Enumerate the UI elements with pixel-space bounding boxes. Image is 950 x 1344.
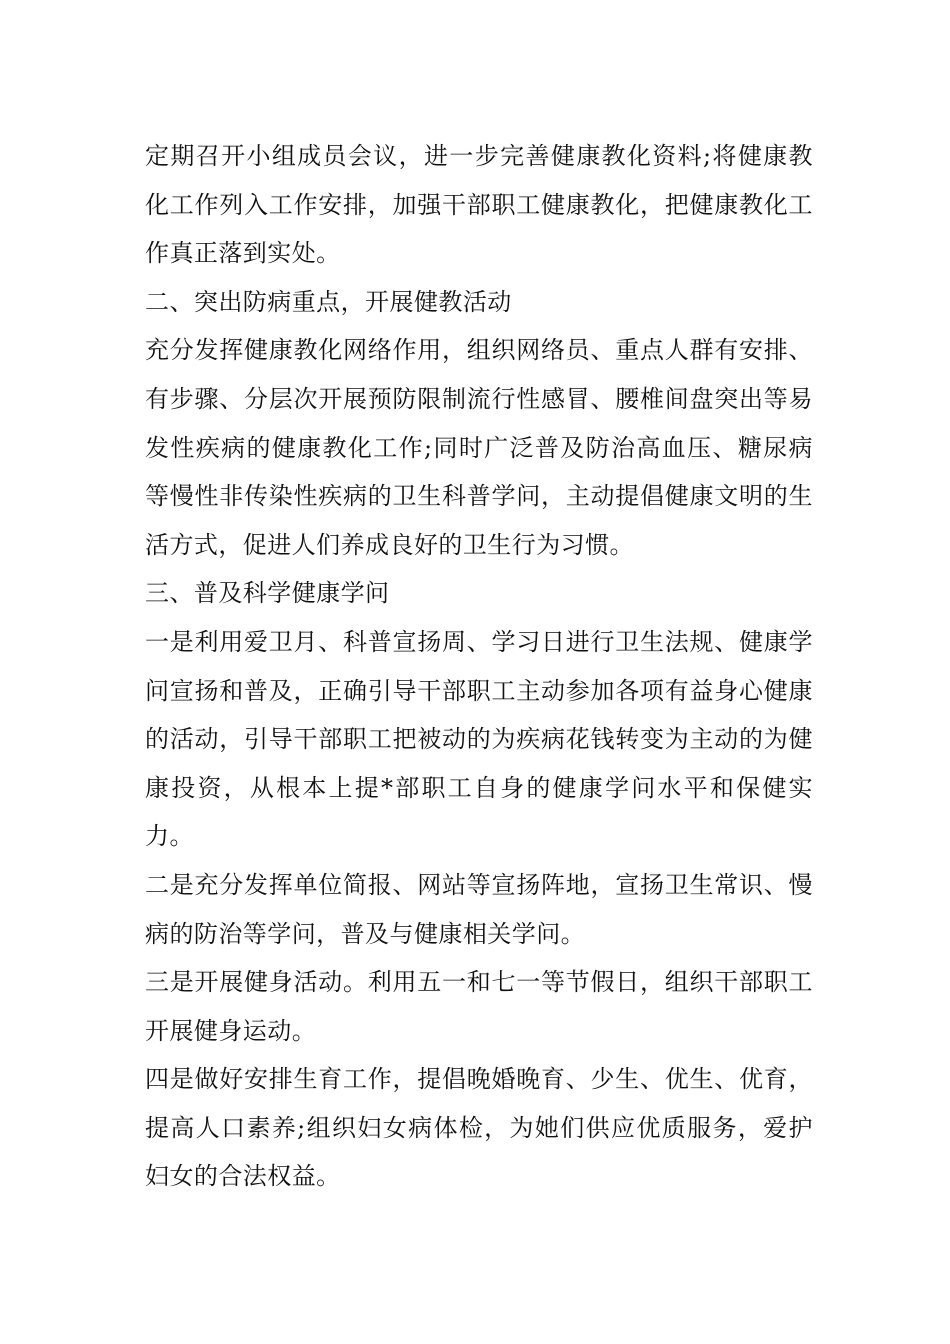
- section-heading-2: 二、突出防病重点，开展健教活动: [145, 287, 512, 316]
- paragraph-item-2: 二是充分发挥单位简报、网站等宣扬阵地，宣扬卫生常识、慢病的防治等学问，普及与健康相关学问。: [145, 870, 813, 948]
- paragraph-item-4: 四是做好安排生育工作，提倡晚婚晚育、少生、优生、优育，提高人口素养;组织妇女病体检，为她们供应优质服务，爱护妇女的合法权益。: [145, 1065, 813, 1191]
- paragraph-meeting: 定期召开小组成员会议，进一步完善健康教化资料;将健康教化工作列入工作安排，加强干部职工健康教化，把健康教化工作真正落到实处。: [145, 142, 813, 268]
- section-heading-3: 三、普及科学健康学问: [145, 579, 390, 608]
- paragraph-item-3: 三是开展健身活动。利用五一和七一等节假日，组织干部职工开展健身运动。: [145, 968, 813, 1045]
- paragraph-network: 充分发挥健康教化网络作用，组织网络员、重点人群有安排、有步骤、分层次开展预防限制流行性感冒、腰椎间盘突出等易发性疾病的健康教化工作;同时广泛普及防治高血压、糖尿病等慢性非传染性疾病的卫生科普学问，主动提倡健康文明的生活方式，促进人们养成良好的卫生行为习惯。: [145, 336, 813, 559]
- paragraph-item-1: 一是利用爱卫月、科普宣扬周、学习日进行卫生法规、健康学问宣扬和普及，正确引导干部职工主动参加各项有益身心健康的活动，引导干部职工把被动的为疾病花钱转变为主动的为健康投资，从根本上提*部职工自身的健康学问水平和保健实力。: [145, 627, 813, 851]
- document-body: [145, 132, 813, 1201]
